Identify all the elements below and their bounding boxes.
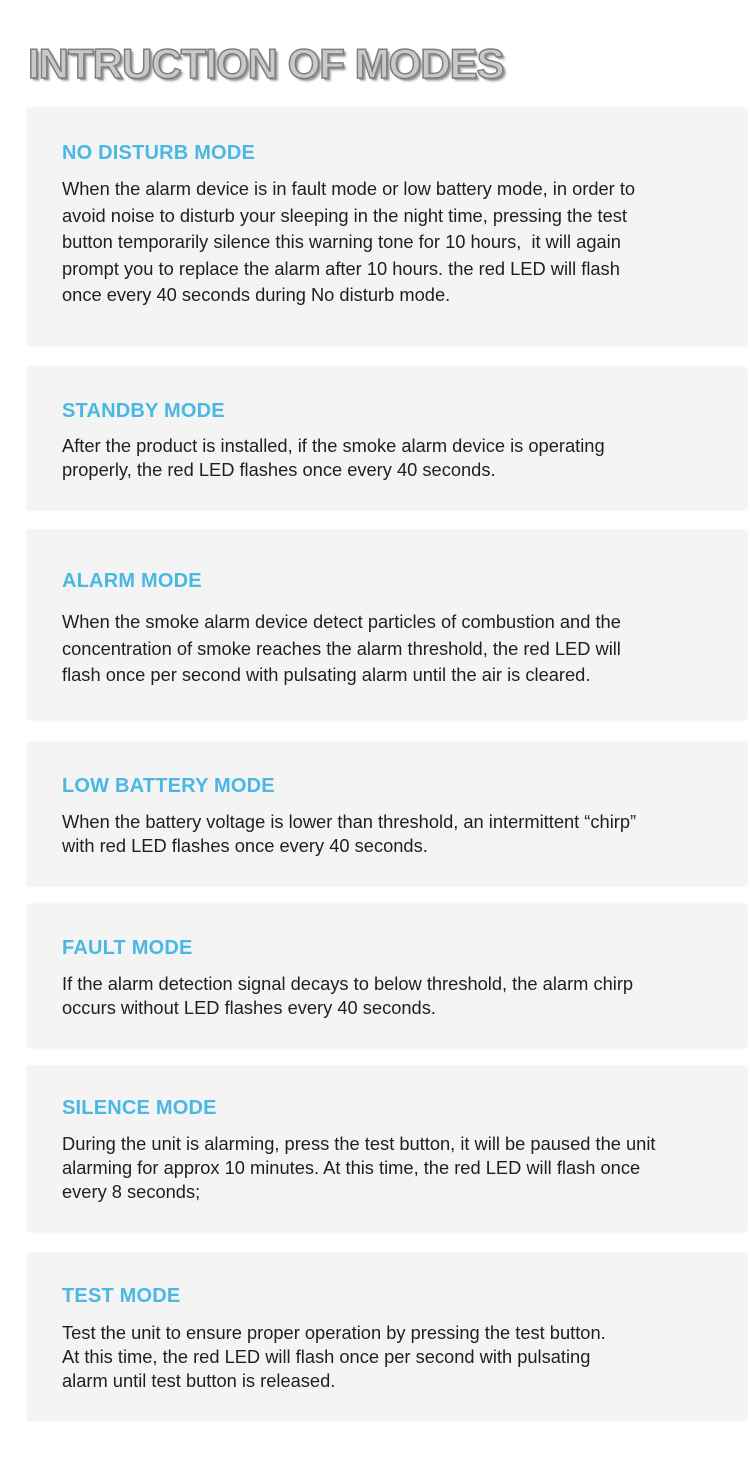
text-line: During the unit is alarming, press the test button, it will be paused the unit bbox=[62, 1133, 656, 1154]
text-line: prompt you to replace the alarm after 10 hours. the red LED will flash bbox=[62, 257, 620, 279]
mode-card-test bbox=[27, 1253, 747, 1421]
text-line: concentration of smoke reaches the alarm threshold, the red LED will bbox=[62, 637, 621, 659]
text-line: After the product is installed, if the smoke alarm device is operating bbox=[62, 435, 605, 456]
mode-card-silence bbox=[27, 1066, 747, 1232]
mode-heading: TEST MODE bbox=[62, 1285, 181, 1307]
text-line: alarming for approx 10 minutes. At this time, the red LED will flash once bbox=[62, 1157, 641, 1178]
mode-description bbox=[62, 434, 732, 482]
text-line: If the alarm detection signal decays to below threshold, the alarm chirp bbox=[62, 973, 634, 994]
mode-heading: FAULT MODE bbox=[62, 937, 193, 959]
text-line: When the alarm device is in fault mode or low battery mode, in order to bbox=[62, 178, 636, 199]
text-line: occurs without LED flashes every 40 seconds. bbox=[62, 997, 436, 1018]
text-line: flash once per second with pulsating alarm until the air is cleared. bbox=[62, 664, 591, 685]
mode-description bbox=[62, 972, 732, 1020]
text-line: with red LED flashes once every 40 seconds. bbox=[62, 835, 428, 856]
text-line: every 8 seconds; bbox=[62, 1181, 201, 1202]
text-line: At this time, the red LED will flash once per second with pulsating bbox=[62, 1346, 591, 1367]
page-title: INTRUCTION OF MODES bbox=[28, 40, 504, 87]
mode-card-low-battery bbox=[27, 742, 747, 886]
mode-heading: SILENCE MODE bbox=[62, 1097, 217, 1119]
mode-card-fault bbox=[27, 904, 747, 1048]
mode-heading: NO DISTURB MODE bbox=[62, 142, 255, 164]
mode-description bbox=[62, 609, 732, 689]
mode-card-alarm bbox=[27, 530, 747, 720]
mode-description bbox=[62, 1321, 732, 1393]
text-line: once every 40 seconds during No disturb mode. bbox=[62, 284, 451, 305]
text-line: When the smoke alarm device detect particles of combustion and the bbox=[62, 611, 621, 632]
mode-card-no-disturb bbox=[27, 108, 747, 346]
text-line: avoid noise to disturb your sleeping in the night time, pressing the test bbox=[62, 204, 628, 226]
text-line: When the battery voltage is lower than threshold, an intermittent “chirp” bbox=[62, 811, 637, 832]
mode-heading: STANDBY MODE bbox=[62, 400, 225, 422]
mode-description bbox=[62, 176, 732, 309]
mode-description bbox=[62, 1132, 732, 1204]
text-line: alarm until test button is released. bbox=[62, 1370, 336, 1391]
mode-description bbox=[62, 810, 732, 858]
text-line: button temporarily silence this warning tone for 10 hours, it will again bbox=[62, 231, 621, 252]
text-line: properly, the red LED flashes once every 40 seconds. bbox=[62, 459, 496, 480]
mode-heading: LOW BATTERY MODE bbox=[62, 775, 275, 797]
mode-card-standby bbox=[27, 367, 747, 510]
text-line: Test the unit to ensure proper operation by pressing the test button. bbox=[62, 1322, 606, 1343]
mode-heading: ALARM MODE bbox=[62, 570, 202, 592]
